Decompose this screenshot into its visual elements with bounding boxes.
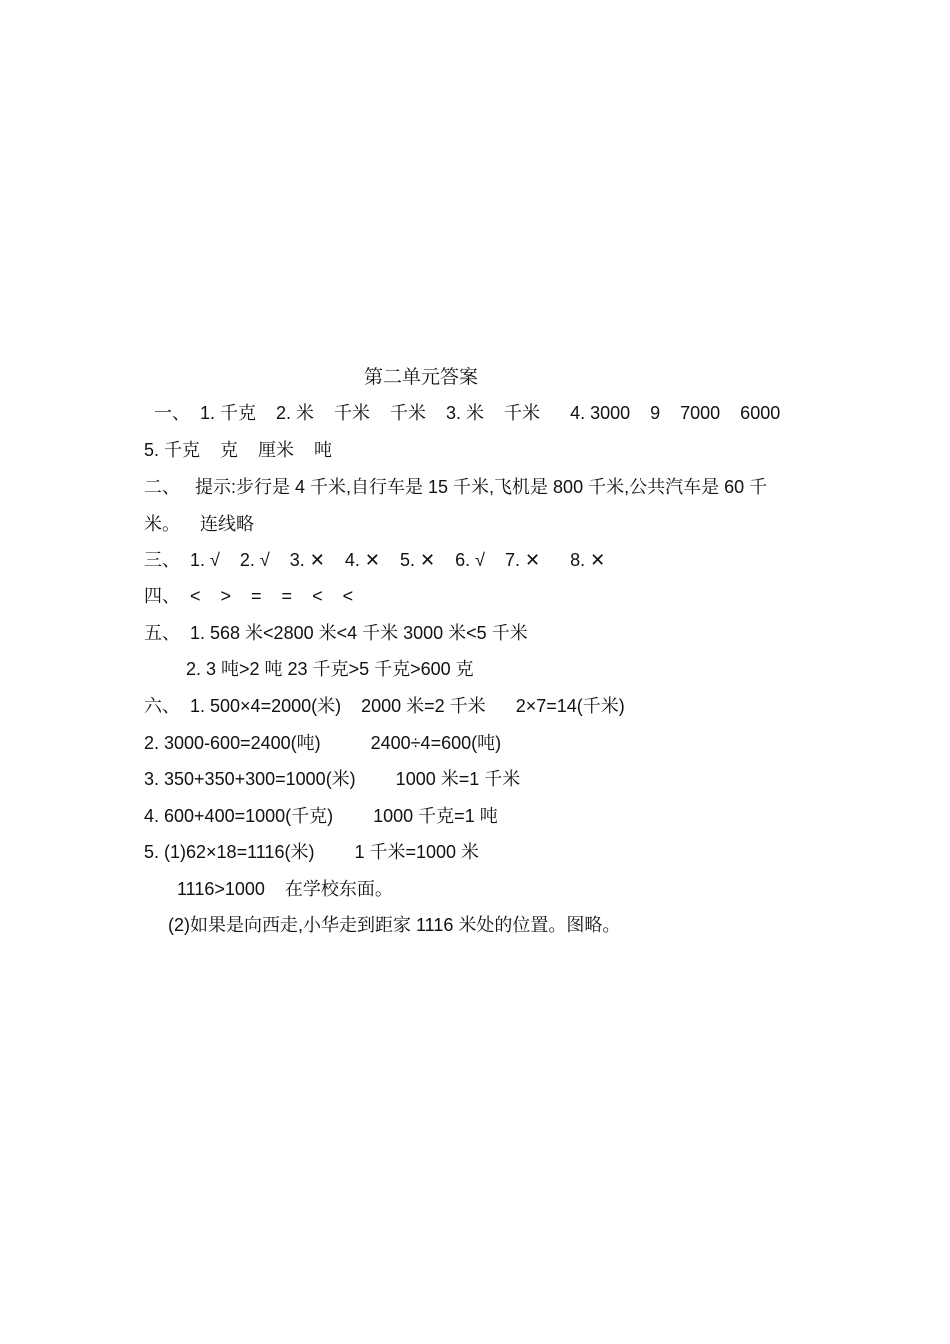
answer-line-8: 2. 3 吨>2 吨 23 千克>5 千克>600 克 [186,659,474,679]
answer-line-7: 五、 1. 568 米<2800 米<4 千米 3000 米<5 千米 [144,623,528,643]
answer-line-2: 5. 千克 克 厘米 吨 [144,440,333,460]
answer-line-11: 3. 350+350+300=1000(米) 1000 米=1 千米 [144,769,521,789]
answer-line-6: 四、 < > = = < < [144,586,354,606]
answer-line-5: 三、 1. √ 2. √ 3. ✕ 4. ✕ 5. ✕ 6. √ 7. ✕ 8. ✕ [144,550,606,570]
answer-line-9: 六、 1. 500×4=2000(米) 2000 米=2 千米 2×7=14(千米) [144,696,625,716]
answer-line-10: 2. 3000-600=2400(吨) 2400÷4=600(吨) [144,733,502,753]
answer-line-4: 米。 连线略 [144,514,255,534]
answer-line-1: 一、 1. 千克 2. 米 千米 千米 3. 米 千米 4. 3000 9 7000 6000 [154,403,781,423]
answer-line-3: 二、 提示:步行是 4 千米,自行车是 15 千米,飞机是 800 千米,公共汽车是 60 千 [144,477,768,497]
answer-line-14: 1116>1000 在学校东面。 [177,879,393,899]
answer-line-12: 4. 600+400=1000(千克) 1000 千克=1 吨 [144,806,498,826]
answer-line-15: (2)如果是向西走,小华走到距家 1116 米处的位置。图略。 [168,915,621,935]
page-title: 第二单元答案 [364,367,479,388]
answer-line-13: 5. (1)62×18=1116(米) 1 千米=1000 米 [144,842,480,862]
